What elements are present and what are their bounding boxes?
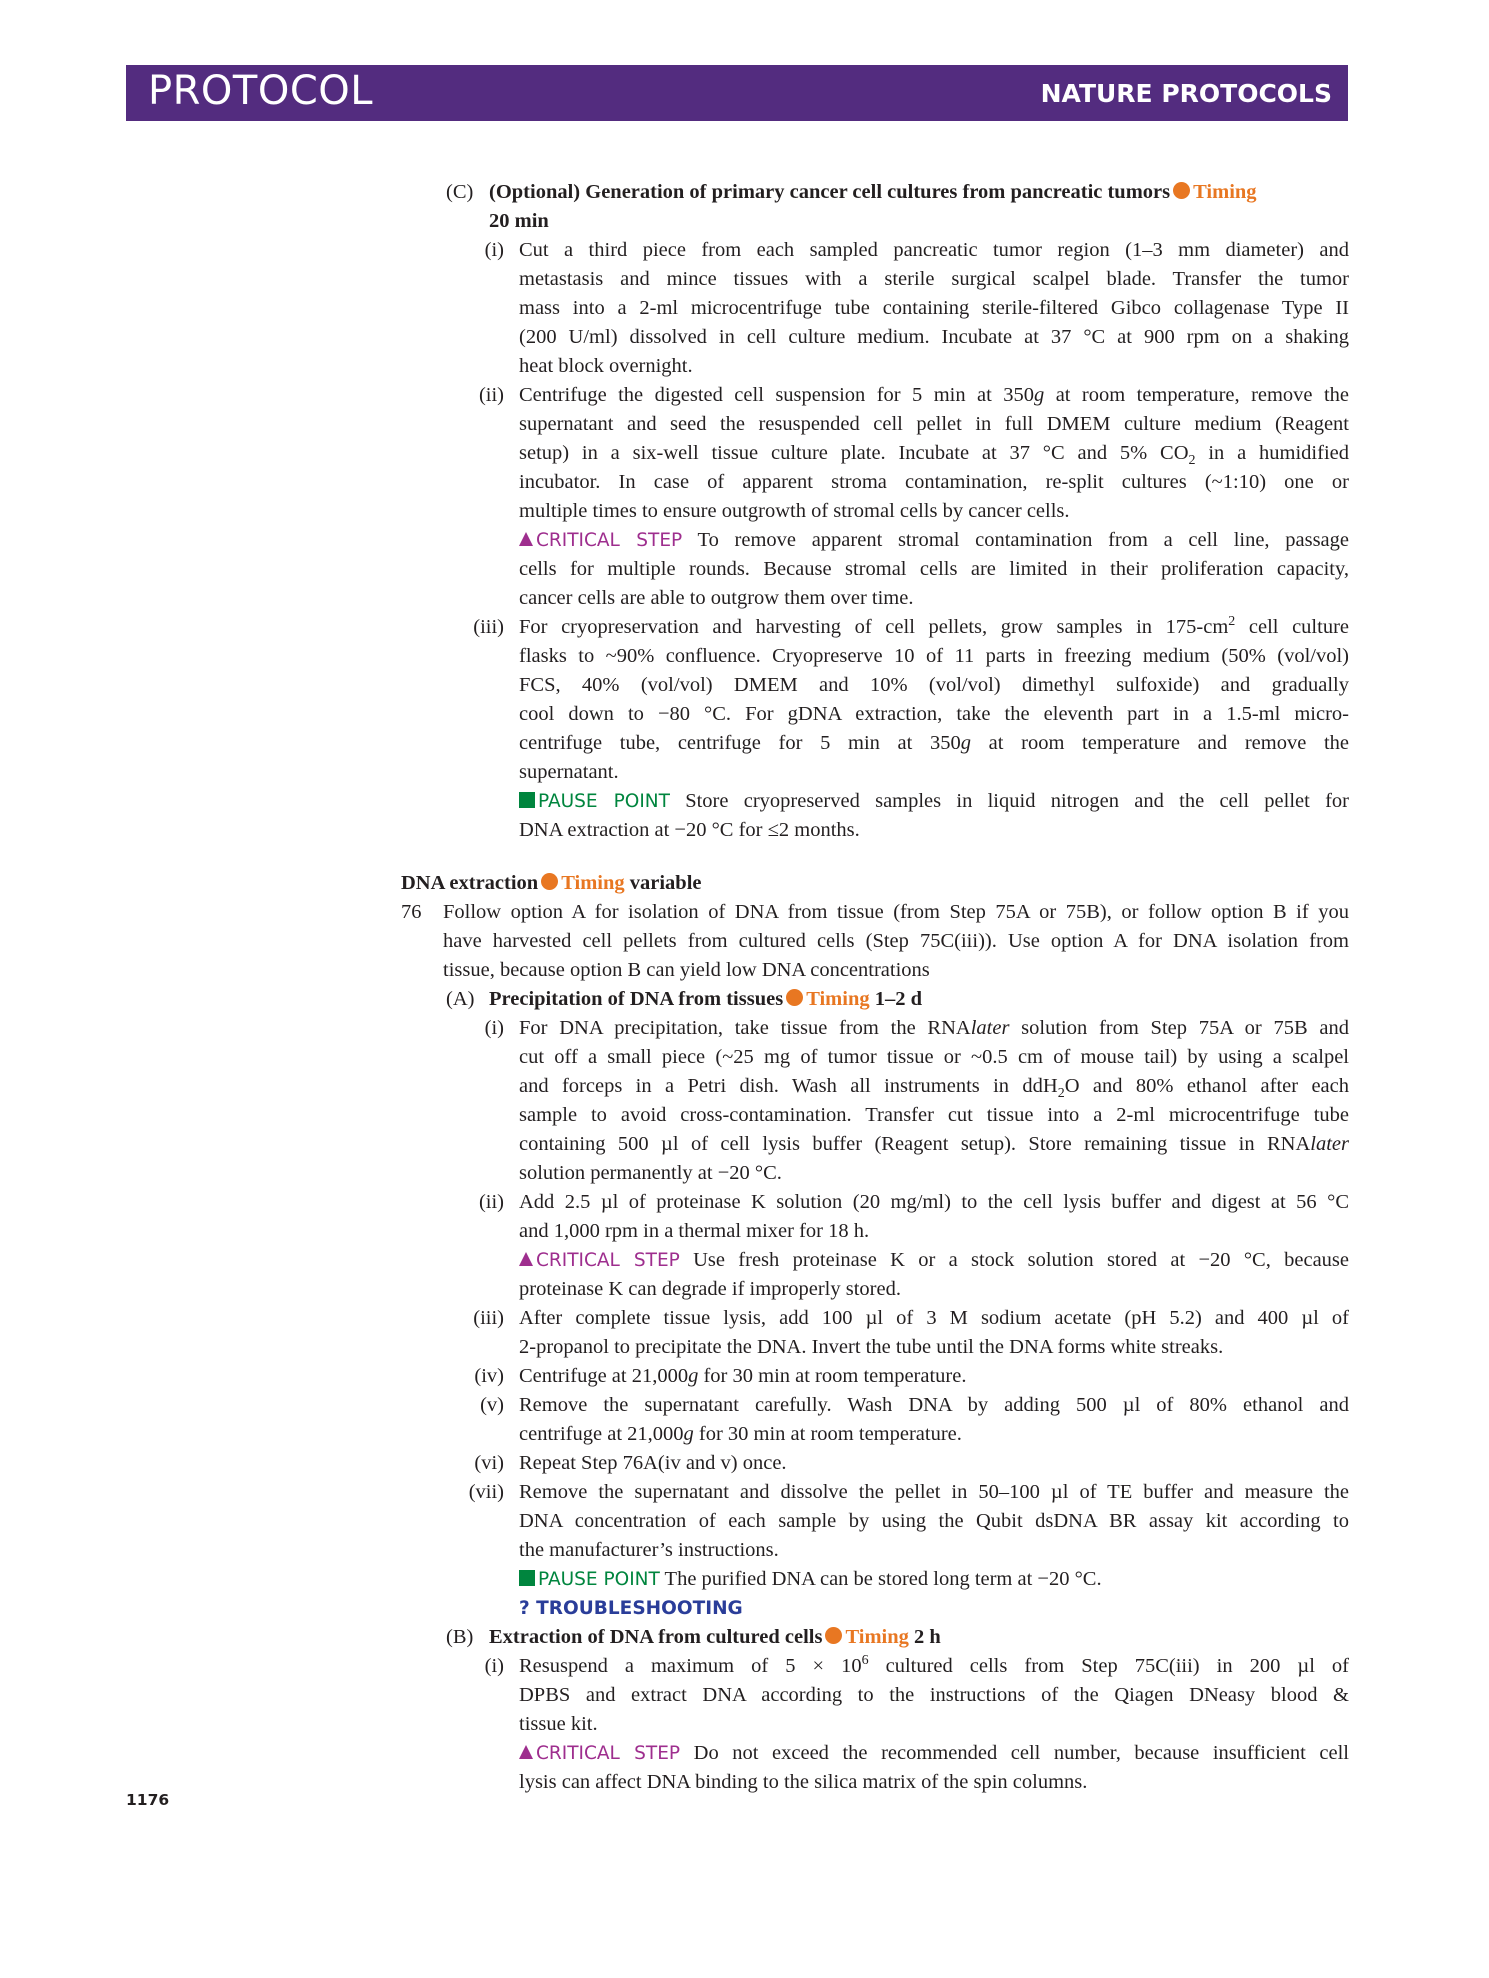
paragraph-line: tissue, because option B can yield low DNA concentrations: [443, 959, 930, 981]
timing-value: 20 min: [489, 210, 549, 232]
paragraph-line: incubator. In case of apparent stroma contamination, re-split cultures (~1:10) one or: [519, 471, 1349, 493]
paragraph-line: sample to avoid cross-contamination. Transfer cut tissue into a 2-ml microcentrifuge tube: [519, 1104, 1349, 1126]
paragraph-line: centrifuge at 21,000g for 30 min at room temperature.: [519, 1423, 962, 1445]
section-type-label: PROTOCOL: [148, 68, 374, 114]
paragraph-line: Centrifuge the digested cell suspension for 5 min at 350g at room temperature, remove the: [519, 384, 1350, 406]
paragraph-line: cells for multiple rounds. Because stromal cells are limited in their proliferation capacity,: [519, 558, 1349, 580]
paragraph-line: the manufacturer’s instructions.: [519, 1539, 779, 1561]
critical-triangle-icon: [519, 1252, 533, 1266]
substep-number: (i): [484, 1017, 504, 1039]
timing-dot-icon: [541, 873, 558, 890]
paragraph-line: cool down to −80 °C. For gDNA extraction, take the eleventh part in a 1.5-ml micro-: [519, 703, 1349, 725]
paragraph-line: (200 U/ml) dissolved in cell culture medium. Incubate at 37 °C at 900 rpm on a shaking: [519, 326, 1349, 348]
section-heading: DNA extraction Timing variable: [401, 872, 702, 894]
section-title: (Optional) Generation of primary cancer cell cultures from pancreatic tumors Timing: [489, 181, 1257, 203]
substep-number: (iii): [473, 1307, 504, 1329]
paragraph-line: and 1,000 rpm in a thermal mixer for 18 h.: [519, 1220, 870, 1242]
timing-dot-icon: [825, 1627, 842, 1644]
troubleshooting-link[interactable]: ? TROUBLESHOOTING: [519, 1598, 743, 1619]
substep-number: (ii): [478, 384, 504, 406]
critical-step-note: CRITICAL STEP Do not exceed the recommended cell number, because insufficient cell: [519, 1739, 1349, 1768]
paragraph-line: have harvested cell pellets from cultured cells (Step 75C(iii)). Use option A for DNA isolation from: [443, 930, 1349, 952]
paragraph-line: cancer cells are able to outgrow them over time.: [519, 587, 914, 609]
paragraph-line: After complete tissue lysis, add 100 µl of 3 M sodium acetate (pH 5.2) and 400 µl of: [519, 1307, 1349, 1329]
paragraph-line: DNA concentration of each sample by using the Qubit dsDNA BR assay kit according to: [519, 1510, 1349, 1532]
page-header: [126, 65, 1348, 121]
step-label: (C): [446, 181, 474, 203]
paragraph-line: Resuspend a maximum of $5 \times 10^6$ cultured cells from Step 75C(iii) in 200 µl of: [519, 1653, 1349, 1677]
paragraph-line: Centrifuge at 21,000g for 30 min at room temperature.: [519, 1365, 967, 1387]
substep-number: (v): [480, 1394, 504, 1416]
paragraph-line: mass into a 2-ml microcentrifuge tube containing sterile-filtered Gibco collagenase Type II: [519, 297, 1349, 319]
pause-point-note: PAUSE POINT Store cryopreserved samples in liquid nitrogen and the cell pellet for: [519, 787, 1349, 816]
paragraph-line: For DNA precipitation, take tissue from the RNAlater solution from Step 75A or 75B and: [519, 1017, 1349, 1039]
option-title: Extraction of DNA from cultured cells Timing 2 h: [489, 1626, 941, 1648]
pause-square-icon: [519, 1570, 535, 1586]
substep-number: (i): [484, 239, 504, 261]
paragraph-line: FCS, 40% (vol/vol) DMEM and 10% (vol/vol) dimethyl sulfoxide) and gradually: [519, 674, 1349, 696]
option-label: (A): [446, 988, 475, 1010]
paragraph-line: proteinase K can degrade if improperly stored.: [519, 1278, 901, 1300]
critical-triangle-icon: [519, 1745, 533, 1759]
critical-step-note: CRITICAL STEP To remove apparent stromal contamination from a cell line, passage: [519, 526, 1349, 555]
paragraph-line: cut off a small piece (~25 mg of tumor tissue or ~0.5 cm of mouse tail) by using a scalpel: [519, 1046, 1349, 1068]
paragraph-line: Add 2.5 µl of proteinase K solution (20 mg/ml) to the cell lysis buffer and digest at 56 °C: [519, 1191, 1349, 1213]
pause-square-icon: [519, 792, 535, 808]
step-number: 76: [401, 901, 422, 923]
substep-number: (vi): [474, 1452, 504, 1474]
paragraph-line: solution permanently at −20 °C.: [519, 1162, 782, 1184]
journal-name: NATURE PROTOCOLS: [1040, 79, 1332, 108]
option-label: (B): [446, 1626, 474, 1648]
paragraph-line: lysis can affect DNA binding to the silica matrix of the spin columns.: [519, 1771, 1088, 1793]
paragraph-line: flasks to ~90% confluence. Cryopreserve 10 of 11 parts in freezing medium (50% (vol/vol): [519, 645, 1349, 667]
critical-step-note: CRITICAL STEP Use fresh proteinase K or a stock solution stored at −20 °C, because: [519, 1246, 1349, 1275]
paragraph-line: DPBS and extract DNA according to the instructions of the Qiagen DNeasy blood &: [519, 1684, 1349, 1706]
paragraph-line: For cryopreservation and harvesting of cell pellets, grow samples in $175-cm^2$ cell culture: [519, 614, 1349, 638]
substep-number: (i): [484, 1655, 504, 1677]
paragraph-line: Remove the supernatant and dissolve the pellet in 50–100 µl of TE buffer and measure the: [519, 1481, 1349, 1503]
paragraph-line: Follow option A for isolation of DNA from tissue (from Step 75A or 75B), or follow option B if you: [443, 901, 1349, 923]
substep-number: (vii): [468, 1481, 504, 1503]
paragraph-line: supernatant and seed the resuspended cell pellet in full DMEM culture medium (Reagent: [519, 413, 1349, 435]
paragraph-line: 2-propanol to precipitate the DNA. Invert the tube until the DNA forms white streaks.: [519, 1336, 1224, 1358]
paragraph-line: supernatant.: [519, 761, 619, 783]
substep-number: (iv): [474, 1365, 504, 1387]
critical-triangle-icon: [519, 532, 533, 546]
paragraph-line: setup) in a six-well tissue culture plate. Incubate at 37 °C and 5% $CO_2$ in a humidified: [519, 442, 1349, 469]
substep-number: (iii): [473, 616, 504, 638]
paragraph-line: multiple times to ensure outgrowth of stromal cells by cancer cells.: [519, 500, 1070, 522]
paragraph-line: centrifuge tube, centrifuge for 5 min at 350g at room temperature and remove the: [519, 732, 1349, 754]
paragraph-line: metastasis and mince tissues with a sterile surgical scalpel blade. Transfer the tumor: [519, 268, 1349, 290]
paragraph-line: heat block overnight.: [519, 355, 693, 377]
page-number: 1176: [126, 1791, 170, 1809]
paragraph-line: Cut a third piece from each sampled pancreatic tumor region (1–3 mm diameter) and: [519, 239, 1349, 261]
paragraph-line: Repeat Step 76A(iv and v) once.: [519, 1452, 787, 1474]
timing-dot-icon: [1173, 182, 1190, 199]
timing-dot-icon: [786, 989, 803, 1006]
paragraph-line: containing 500 µl of cell lysis buffer (Reagent setup). Store remaining tissue in RNAlater: [519, 1133, 1349, 1155]
pause-point-note: PAUSE POINT The purified DNA can be stored long term at −20 °C.: [519, 1565, 1102, 1594]
substep-number: (ii): [478, 1191, 504, 1213]
paragraph-line: DNA extraction at −20 °C for ≤2 months.: [519, 819, 860, 841]
paragraph-line: Remove the supernatant carefully. Wash DNA by adding 500 µl of 80% ethanol and: [519, 1394, 1349, 1416]
paragraph-line: tissue kit.: [519, 1713, 598, 1735]
paragraph-line: and forceps in a Petri dish. Wash all instruments in ddH$_2$O and 80% ethanol after each: [519, 1075, 1349, 1102]
option-title: Precipitation of DNA from tissues Timing 1–2 d: [489, 988, 923, 1010]
